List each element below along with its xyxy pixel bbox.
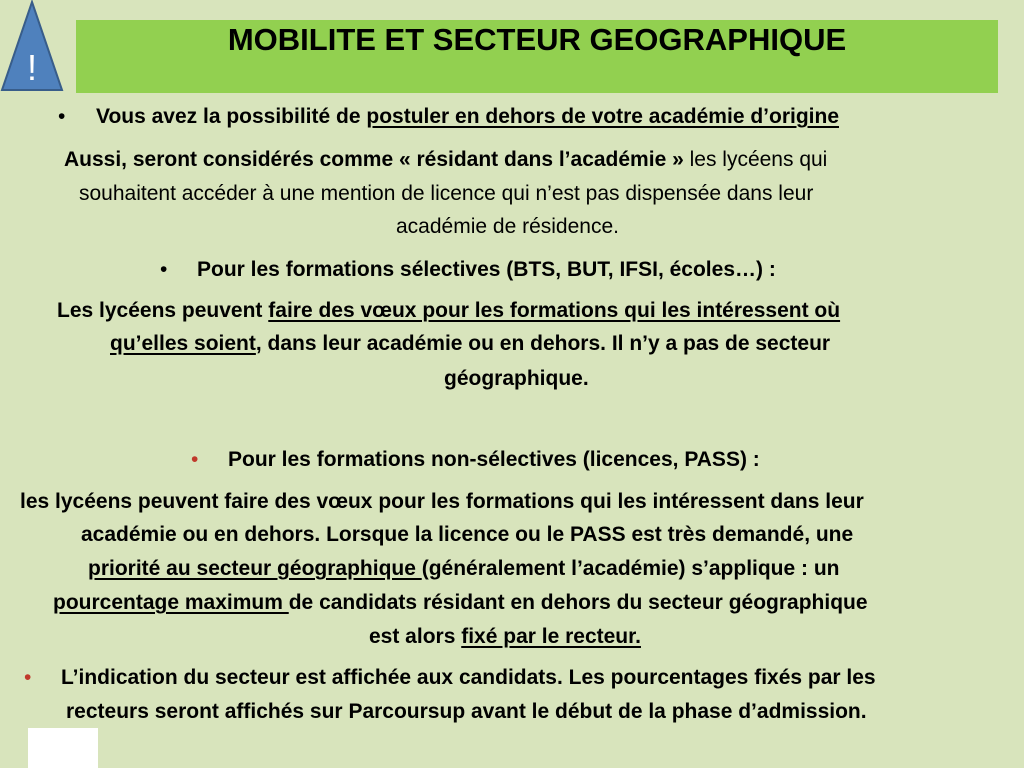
section1-paragraph-line1: Aussi, seront considérés comme « résidant dans l’académie » les lycéens qui — [64, 148, 828, 171]
bullet-marker: • — [160, 258, 168, 281]
page-title: MOBILITE ET SECTEUR GEOGRAPHIQUE — [227, 22, 847, 57]
section2-heading: Pour les formations sélectives (BTS, BUT, IFSI, écoles…) : — [197, 258, 776, 281]
bullet-marker-red: • — [24, 666, 32, 689]
section3-line3: priorité au secteur géographique (généralement l’académie) s’applique : un — [88, 557, 840, 580]
section3-line5: est alors fixé par le recteur. — [369, 625, 641, 648]
bullet-marker-red: • — [191, 448, 199, 471]
section2-line1: Les lycéens peuvent faire des vœux pour les formations qui les intéressent où — [57, 299, 841, 322]
section4-line1: L’indication du secteur est affichée aux candidats. Les pourcentages fixés par les — [61, 666, 876, 689]
bullet-marker: • — [58, 105, 66, 128]
section1-paragraph-line2: souhaitent accéder à une mention de licence qui n’est pas dispensée dans leur — [79, 182, 814, 205]
section1-paragraph-line3: académie de résidence. — [396, 215, 619, 238]
section3-heading: Pour les formations non-sélectives (licences, PASS) : — [228, 448, 760, 471]
section3-line4: pourcentage maximum de candidats résidant en dehors du secteur géographique — [53, 591, 868, 614]
white-box — [28, 728, 98, 768]
section2-line2: qu’elles soient, dans leur académie ou en dehors. Il n’y a pas de secteur — [110, 332, 831, 355]
section3-line1: les lycéens peuvent faire des vœux pour les formations qui les intéressent dans leur — [20, 490, 864, 513]
warning-icon — [0, 0, 64, 92]
section4-line2: recteurs seront affichés sur Parcoursup avant le début de la phase d’admission. — [66, 700, 867, 723]
section1-lead: Vous avez la possibilité de postuler en dehors de votre académie d’origine — [96, 105, 839, 128]
section3-line2: académie ou en dehors. Lorsque la licence ou le PASS est très demandé, une — [81, 523, 854, 546]
section2-line3: géographique. — [444, 367, 589, 390]
warning-icon-symbol: ! — [26, 47, 38, 88]
